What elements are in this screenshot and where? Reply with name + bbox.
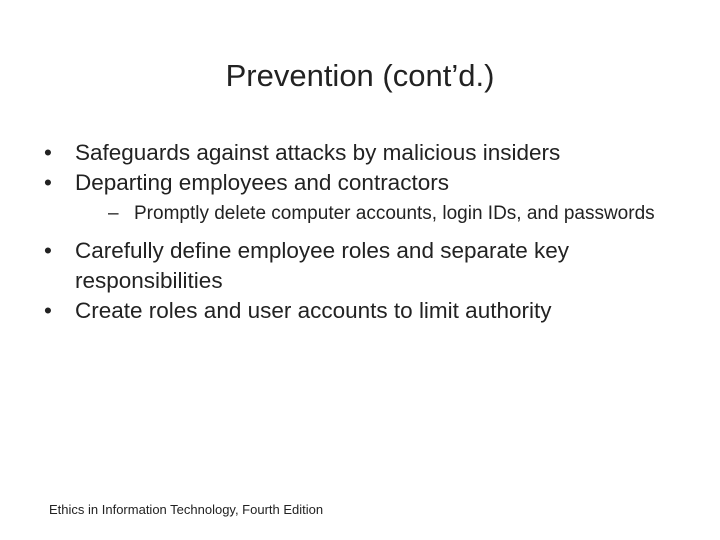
bullet-marker: •	[44, 140, 52, 165]
bullet-text: Departing employees and contractors	[75, 170, 449, 195]
bullet-text: Carefully define employee roles and separate key responsibilities	[75, 238, 570, 293]
bullet-list	[44, 138, 684, 326]
slide-title: Prevention (cont’d.)	[225, 58, 495, 93]
bullet-item-limit-authority	[44, 296, 684, 326]
bullet-text: Safeguards against attacks by malicious insiders	[75, 140, 561, 165]
sub-bullet-item-delete-accounts	[108, 200, 684, 228]
bullet-item-departing-employees	[44, 168, 684, 198]
bullet-marker: •	[44, 170, 52, 195]
bullet-item-safeguards	[44, 138, 684, 168]
bullet-text: Create roles and user accounts to limit authority	[75, 298, 552, 323]
bullet-marker: •	[44, 238, 52, 263]
bullet-marker: •	[44, 298, 52, 323]
slide-footer: Ethics in Information Technology, Fourth Edition	[49, 502, 324, 517]
bullet-item-define-roles	[44, 236, 684, 296]
sub-bullet-text: Promptly delete computer accounts, login IDs, and passwords	[134, 203, 655, 224]
sub-bullet-marker: –	[108, 203, 119, 224]
